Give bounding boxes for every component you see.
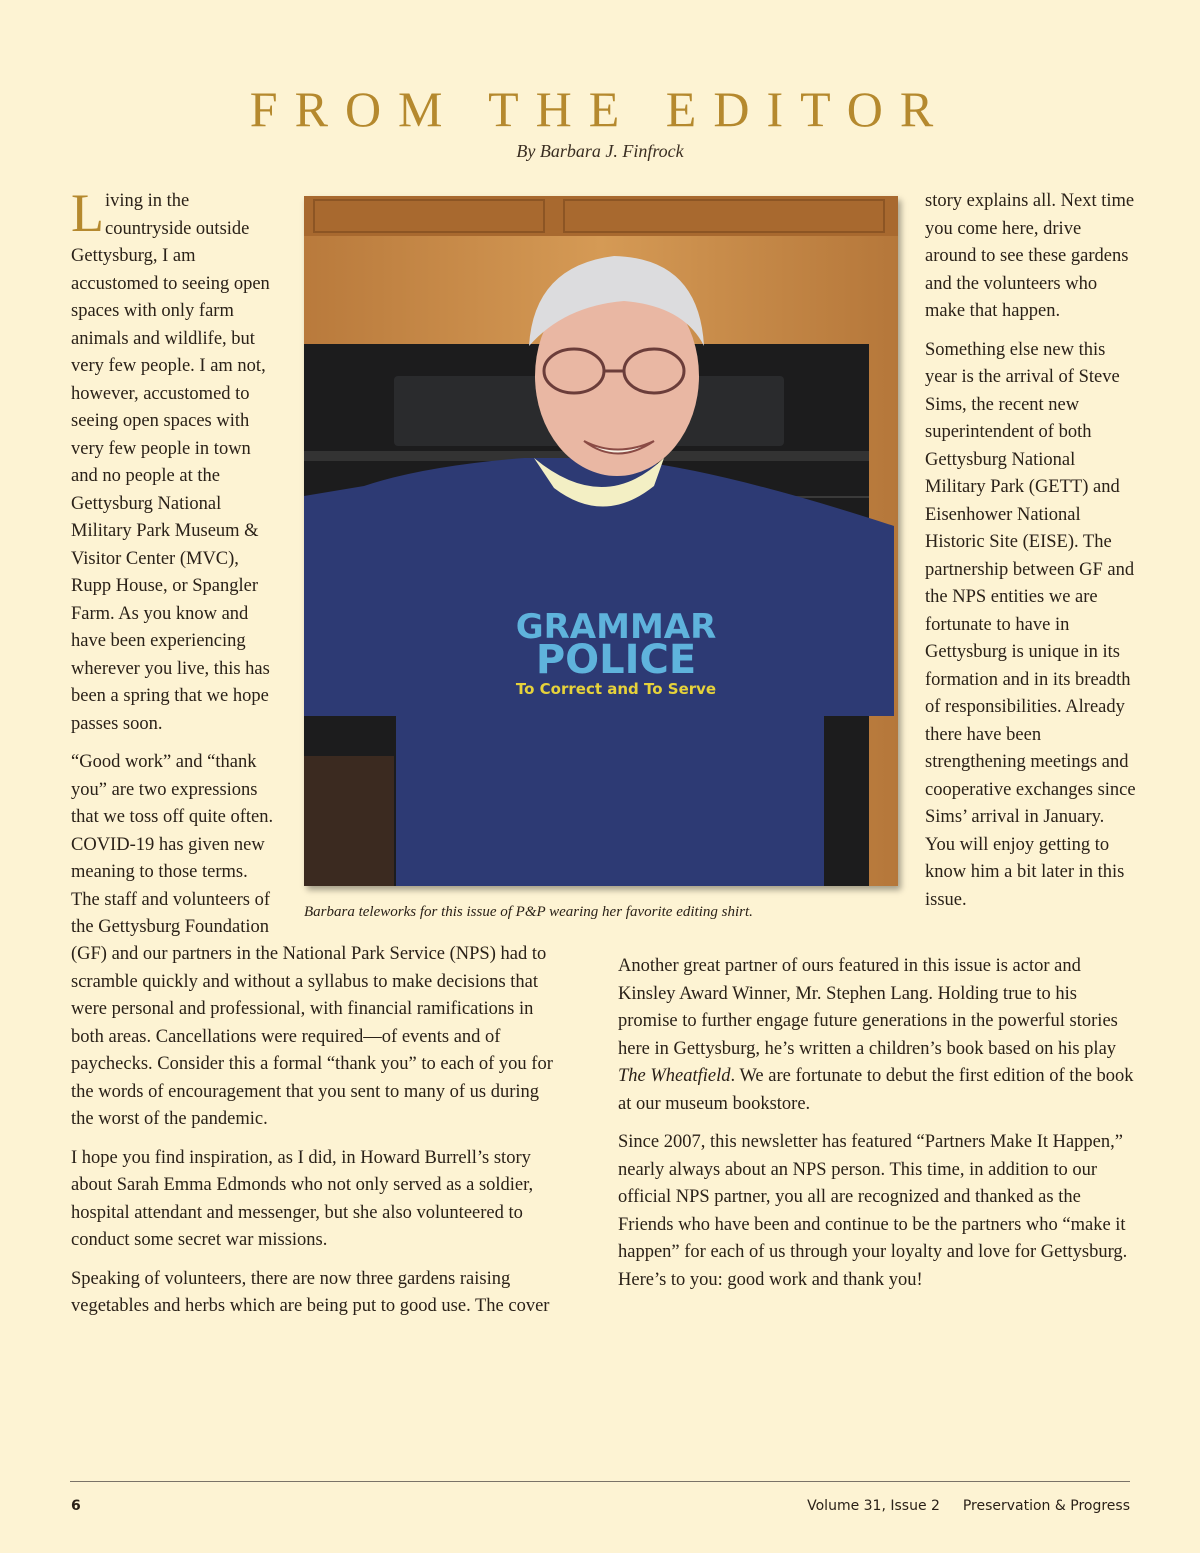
footer-volume: Volume 31, Issue 2	[807, 1498, 940, 1514]
footer-publication-info	[807, 1498, 1130, 1514]
paragraph-intro	[71, 183, 278, 738]
photo-caption: Barbara teleworks for this issue of P&P wearing her favorite editing shirt.	[304, 904, 753, 920]
byline: By Barbara J. Finfrock	[516, 141, 684, 161]
page-title: FROM THE EDITOR	[249, 81, 951, 137]
footer-divider	[70, 1481, 1130, 1482]
editor-photo-illustration	[304, 196, 898, 886]
page-number: 6	[71, 1498, 81, 1514]
book-title: The Wheatfield	[618, 1066, 731, 1086]
column-right-wide	[618, 953, 1138, 1305]
shirt-text-line2: POLICE	[535, 637, 697, 683]
paragraph-intro-text: iving in the countryside outside Gettysburg, I am accustomed to seeing open spaces with only farm animals and wildlife, but very few people. I am not, however, accustomed to seeing open spaces with very few people in town and no people at the Gettysburg National Military Park Museum & Visitor Center (MVC), Rupp House, or Spangler Farm. As you know and have been experiencing wherever you live, this has been a spring that we hope passes soon.	[71, 191, 270, 734]
editor-photo	[304, 196, 898, 886]
paragraph-partners: Since 2007, this newsletter has featured “Partners Make It Happen,” nearly always about an NPS person. This time, in addition to our official NPS partner, you all are recognized and thanked as the Friends who have been and continue to be the partners who “make it happen” for each of us through your loyalty and love for Gettysburg. Here’s to you: good work and thank you!	[618, 1132, 1128, 1290]
paragraph-volunteers: Speaking of volunteers, there are now three gardens raising vegetables and herbs which are being put to good use. The cover	[71, 1268, 550, 1316]
column-left-narrow	[71, 183, 278, 953]
drop-cap: L	[71, 183, 104, 243]
footer-publication: Preservation & Progress	[962, 1498, 1130, 1514]
paragraph-cover-story: story explains all. Next time you come here, drive around to see these gardens and the volunteers who make that happen.	[925, 191, 1135, 321]
column-left-wide	[71, 941, 565, 1332]
paragraph-superintendent: Something else new this year is the arrival of Steve Sims, the recent new superintendent of both Gettysburg National Military Park (GETT) and Eisenhower National Historic Site (EISE). The partnership between GF and the NPS entities we are fortunate to have in Gettysburg is unique in its formation and in its breadth of responsibilities. Already there have been strengthening meetings and cooperative exchanges since Sims’ arrival in January. You will enjoy getting to know him a bit later in this issue.	[925, 339, 1136, 910]
paragraph-burrell-story: I hope you find inspiration, as I did, in Howard Burrell’s story about Sarah Emma Edmonds who not only served as a soldier, hospital attendant and messenger, but she also volunteered to conduct some secret war missions.	[71, 1147, 534, 1250]
column-right-narrow	[925, 188, 1137, 925]
shirt-text-line1: GRAMMAR	[515, 607, 717, 647]
paragraph-thanks-cont: (GF) and our partners in the National Park Service (NPS) had to scramble quickly and without a syllabus to make decisions that were personal and professional, with financial ramifications in both areas. Cancellations were required—of events and of paychecks. Consider this a formal “thank you” to each of you for the words of encouragement that you sent to many of us during the worst of the pandemic.	[71, 944, 553, 1129]
paragraph-thanks-start: “Good work” and “thank you” are two expressions that we toss off quite often. COVID-19 has given new meaning to those terms. The staff and volunteers of the Gettysburg Foundation	[71, 752, 274, 937]
paragraph-stephen-lang: Another great partner of ours featured in this issue is actor and Kinsley Award Winner, Mr. Stephen Lang. Holding true to his promise to further engage future generations in the powerful stories here in Gettysburg, he’s written a children’s book based on his play The Wheatfield. We are fortunate to debut the first edition of the book at our museum bookstore.	[618, 956, 1134, 1114]
shirt-text-line3: To Correct and To Serve	[515, 680, 717, 698]
